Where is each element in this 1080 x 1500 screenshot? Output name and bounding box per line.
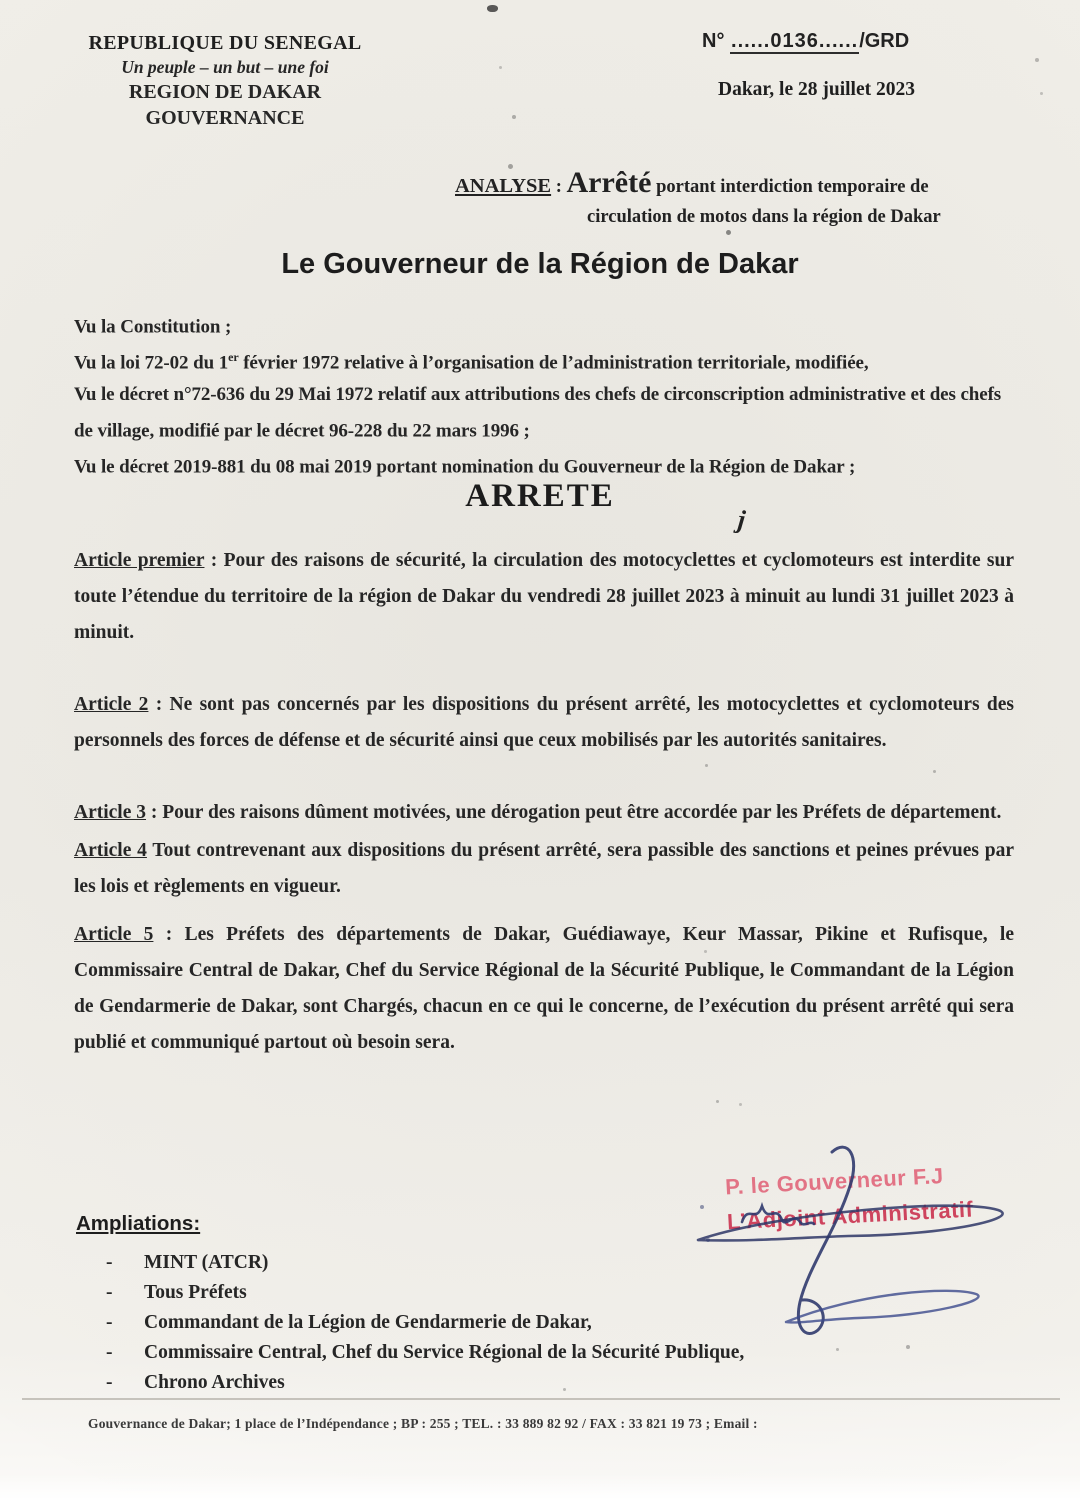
analyse-block: [455, 168, 1030, 232]
scan-speck: [563, 1388, 566, 1391]
scan-speck: [705, 764, 708, 767]
article-2: Article 2 : Ne sont pas concernés par les dispositions du présent arrêté, les motocyclettes et cyclomoteurs des personnels des forces de défense et de sécurité ainsi que ceux mobilisés par les autorités sanitaires.: [74, 694, 1014, 751]
article-text: Les Préfets des départements de Dakar, Guédiawaye, Keur Massar, Pikine et Rufisque, le Commissaire Central de Dakar, Chef du Service Régional de la Sécurité Publique, le Commandant de la Légion de Gendarmerie de Dakar, sont Chargés, chacun en ce qui le concerne, de l’exécution du présent arrêté qui sera publié et communiqué partout où besoin sera.: [74, 924, 1014, 1053]
stamp-line-1: P. le Gouverneur F.J: [724, 1163, 945, 1200]
visas-block: [74, 306, 1024, 482]
scan-speck: [739, 1103, 742, 1106]
letterhead: [70, 32, 380, 130]
stamp-line-2: L’Adjoint Administratif: [726, 1196, 974, 1235]
article-label: Article 4: [74, 840, 147, 861]
reference-number: [702, 30, 1032, 53]
national-motto: Un peuple – un but – une foi: [121, 57, 329, 77]
article-5: Article 5 : Les Préfets des départements de Dakar, Guédiawaye, Keur Massar, Pikine et Rufisque, le Commissaire Central de Dakar, Chef du Service Régional de la Sécurité Publique, le Commandant de la Légion de Gendarmerie de Dakar, sont Chargés, chacun en ce qui le concerne, de l’exécution du présent arrêté qui sera publié et communiqué partout où besoin sera.: [74, 924, 1014, 1053]
reference-label: N°: [702, 30, 725, 52]
article-premier: Article premier : Pour des raisons de sécurité, la circulation des motocyclettes et cyclomoteurs est interdite sur toute l’étendue du territoire de la région de Dakar du vendredi 28 juillet 2023 à minuit au lundi 31 juillet 2023 à minuit.: [74, 550, 1015, 643]
list-item: - Chrono Archives: [106, 1368, 776, 1398]
scan-speck: [512, 115, 516, 119]
article-3: Article 3 : Pour des raisons dûment motivées, une dérogation peut être accordée par les Préfets de département.: [74, 802, 1002, 823]
analyse-subject-word: Arrêté: [566, 166, 652, 199]
article-text: Pour des raisons de sécurité, la circulation des motocyclettes et cyclomoteurs est interdite sur toute l’étendue du territoire de la région de Dakar du vendredi 28 juillet 2023 à minuit au lundi 31 juillet 2023 à minuit.: [74, 550, 1015, 643]
scan-speck: [906, 1345, 910, 1349]
page-bottom-fade: [0, 1474, 1080, 1500]
list-item: - Commissaire Central, Chef du Service Régional de la Sécurité Publique,: [106, 1338, 776, 1368]
reference-block: [702, 30, 1032, 101]
reference-suffix: /GRD: [859, 30, 910, 52]
analyse-line-1: [455, 168, 1030, 202]
list-item: - Commandant de la Légion de Gendarmerie de Dakar,: [106, 1308, 776, 1338]
analyse-line-2: circulation de motos dans la région de Dakar: [587, 207, 941, 227]
scan-speck: [499, 66, 502, 69]
scan-stray-glyph: j: [736, 504, 747, 535]
scan-speck: [933, 770, 936, 773]
region-name: REGION DE DAKAR: [128, 81, 322, 103]
place-and-date: Dakar, le 28 juillet 2023: [718, 79, 915, 100]
article-label: Article 2: [74, 694, 149, 715]
article-text: Tout contrevenant aux dispositions du présent arrêté, sera passible des sanctions et peines prévues par les lois et règlements en vigueur.: [74, 840, 1014, 897]
country-name: REPUBLIQUE DU SENEGAL: [88, 32, 362, 54]
article-4: [74, 833, 1014, 905]
article-label: Article 3: [74, 802, 147, 823]
analyse-label: ANALYSE: [455, 175, 552, 197]
article-text: Pour des raisons dûment motivées, une dérogation peut être accordée par les Préfets de département.: [162, 802, 1002, 823]
ampliations-list: [76, 1248, 776, 1398]
article-label: Article 5: [74, 924, 154, 945]
footer-rule: [22, 1398, 1060, 1432]
arrete-heading: ARRETE: [465, 478, 615, 514]
scan-speck: [1035, 58, 1039, 62]
scan-speck: [700, 1205, 704, 1209]
scan-speck: [508, 164, 513, 169]
list-item: - MINT (ATCR): [106, 1248, 776, 1278]
reference-value: ......0136......: [731, 30, 859, 52]
office-name: GOUVERNANCE: [145, 107, 305, 129]
ampliations-heading: Ampliations:: [76, 1212, 201, 1235]
scan-speck: [706, 1238, 710, 1242]
articles-block: [74, 543, 1014, 1061]
ampliations-block: [76, 1212, 776, 1398]
document-title: Le Gouverneur de la Région de Dakar: [281, 248, 799, 280]
visa-line: Vu la Constitution ;: [74, 316, 232, 338]
scan-speck: [836, 1348, 839, 1351]
scan-speck: [1040, 92, 1043, 95]
visa-line: Vu le décret 2019-881 du 08 mai 2019 portant nomination du Gouverneur de la Région de Dakar ;: [74, 456, 856, 478]
visa-line: Vu le décret n°72-636 du 29 Mai 1972 relatif aux attributions des chefs de circonscription administrative et des chefs de village, modifié par le décret 96-228 du 22 mars 1996 ;: [74, 383, 1002, 441]
analyse-subject-rest: portant interdiction temporaire de: [656, 177, 929, 197]
scan-speck: [704, 950, 707, 953]
scan-speck: [487, 5, 498, 12]
article-text: Ne sont pas concernés par les dispositions du présent arrêté, les motocyclettes et cyclomoteurs des personnels des forces de défense et de sécurité ainsi que ceux mobilisés par les autorités sanitaires.: [74, 694, 1014, 751]
scan-speck: [716, 1100, 719, 1103]
analyse-separator: :: [551, 177, 567, 197]
article-label: Article premier: [74, 550, 205, 571]
visa-line: Vu la loi 72-02 du 1er février 1972 relative à l’organisation de l’administration territoriale, modifiée,: [74, 350, 869, 374]
footer-contact-line: Gouvernance de Dakar; 1 place de l’Indépendance ; BP : 255 ; TEL. : 33 889 82 92 / FAX : 33 821 19 73 ; Email :: [88, 1416, 758, 1431]
list-item: - Tous Préfets: [106, 1278, 776, 1308]
scan-speck: [726, 230, 731, 235]
